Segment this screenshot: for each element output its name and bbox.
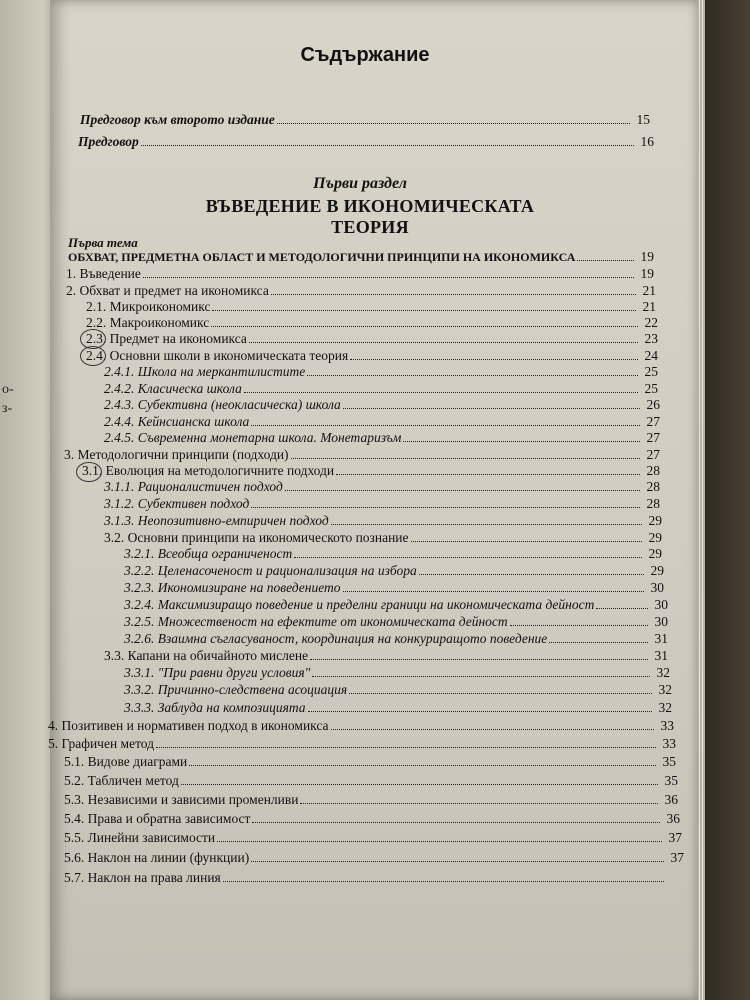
toc-label: 5.3. Независими и зависими променливи (64, 792, 299, 807)
toc-page: 23 (644, 331, 658, 346)
leader-dots (577, 260, 634, 261)
toc-label: 1. Въведение (66, 266, 141, 281)
toc-row (80, 112, 650, 130)
toc-page: 21 (642, 299, 656, 314)
leader-dots (596, 608, 648, 609)
toc-page: 25 (644, 381, 658, 396)
toc-label: 2.2. Макроикономикс (86, 315, 210, 330)
leader-dots (211, 326, 638, 327)
toc-row (124, 700, 672, 718)
toc-page: 31 (654, 648, 668, 663)
toc-row (104, 496, 660, 514)
toc-page: 30 (654, 597, 668, 612)
toc-label: 5.6. Наклон на линии (функции) (64, 850, 250, 865)
toc-label: 3.3. Капани на обичайното мислене (104, 648, 309, 663)
toc-row (64, 830, 682, 848)
toc-label: 2.4.4. Кейнсианска школа (104, 414, 250, 429)
toc-row (124, 614, 668, 632)
leader-dots (349, 693, 652, 694)
toc-row (64, 870, 684, 888)
toc-page: 19 (640, 249, 654, 264)
toc-page: 21 (642, 283, 656, 298)
theme-label: Първа тема (68, 235, 138, 250)
toc-page: 33 (662, 736, 676, 751)
leader-dots (223, 881, 664, 882)
toc-page: 28 (646, 479, 660, 494)
leader-dots (249, 342, 638, 343)
toc-row (104, 430, 660, 448)
toc-page: 19 (640, 266, 654, 281)
leader-dots (510, 625, 648, 626)
leader-dots (251, 507, 640, 508)
leader-dots (294, 557, 642, 558)
leader-dots (251, 861, 664, 862)
toc-label: 2.4.3. Субективна (неокласическа) школа (104, 397, 341, 412)
page-title: Съдържание (300, 44, 430, 66)
toc-label: 3.2.2. Целенасоченост и рационализация на избора (124, 563, 417, 578)
leader-dots (244, 392, 638, 393)
toc-label: 2.4.5. Съвременна монетарна школа. Монетаризъм (104, 430, 402, 445)
leader-dots (350, 359, 638, 360)
leader-dots (343, 408, 640, 409)
toc-label: 3.1.3. Неопозитивно-емпиричен подход (104, 513, 329, 528)
toc-label: 3.1. Еволюция на методологичните подходи (82, 463, 335, 478)
toc-page: 26 (646, 397, 660, 412)
prev-page-fragment: з- (2, 401, 13, 416)
leader-dots (156, 747, 656, 748)
toc-page: 29 (648, 513, 662, 528)
toc-label: 5.2. Табличен метод (64, 773, 179, 788)
toc-label: 5.5. Линейни зависимости (64, 830, 216, 845)
leader-dots (336, 474, 640, 475)
toc-page: 36 (666, 811, 680, 826)
toc-label: 3.2.5. Множественост на ефектите от икономическата дейност (124, 614, 508, 629)
toc-page: 32 (658, 700, 672, 715)
toc-page: 37 (668, 830, 682, 845)
toc-label: 3. Методологични принципи (подходи) (64, 447, 289, 462)
toc-row (86, 331, 658, 349)
section-title: ВЪВЕДЕНИЕ В ИКОНОМИЧЕСКАТА ТЕОРИЯ (205, 196, 535, 237)
leader-dots (310, 659, 648, 660)
leader-dots (212, 310, 636, 311)
toc-page: 32 (658, 682, 672, 697)
leader-dots (141, 145, 634, 146)
toc-row (48, 718, 674, 736)
toc-label: 2.4.1. Школа на меркантилистите (104, 364, 306, 379)
toc-label: 3.2.1. Всеобща ограниченост (124, 546, 293, 561)
toc-label: 2.3. Предмет на икономикса (86, 331, 247, 346)
toc-row (64, 773, 678, 791)
leader-dots (343, 591, 644, 592)
toc-page: 28 (646, 496, 660, 511)
toc-label: 2.1. Микроикономикс (86, 299, 211, 314)
toc-page: 30 (650, 580, 664, 595)
toc-page: 25 (644, 364, 658, 379)
toc-page: 33 (660, 718, 674, 733)
toc-row (48, 736, 676, 754)
leader-dots (411, 541, 642, 542)
toc-row (64, 792, 678, 810)
toc-page: 27 (646, 414, 660, 429)
toc-page: 24 (644, 348, 658, 363)
pen-circle-mark (76, 462, 102, 482)
toc-label: 3.2.3. Икономизиране на поведението (124, 580, 341, 595)
toc-label: 3.2.4. Максимизиращо поведение и пределни граници на икономическата дейност (124, 597, 595, 612)
toc-label: 5.4. Права и обратна зависимост (64, 811, 251, 826)
leader-dots (285, 490, 640, 491)
toc-page: 27 (646, 430, 660, 445)
toc-label: 2.4.2. Класическа школа (104, 381, 242, 396)
toc-label: 2. Обхват и предмет на икономикса (66, 283, 269, 298)
toc-label: 3.2.6. Взаимна съгласуваност, координация на конкуриращото поведение (124, 631, 548, 646)
toc-row (64, 754, 676, 772)
leader-dots (331, 524, 642, 525)
leader-dots (277, 123, 630, 124)
prev-page-fragment: о- (2, 382, 14, 397)
toc-label: 3.2. Основни принципи на икономическото познание (104, 530, 409, 545)
toc-label: 4. Позитивен и нормативен подход в икономикса (48, 718, 329, 733)
toc-row (64, 811, 680, 829)
toc-label: 5.7. Наклон на права линия (64, 870, 221, 885)
leader-dots (181, 784, 658, 785)
toc-row (78, 134, 654, 152)
toc-label: 3.3.3. Заблуда на композицията (124, 700, 306, 715)
toc-label: Предговор (78, 134, 139, 149)
leader-dots (271, 294, 636, 295)
toc-label: 5.1. Видове диаграми (64, 754, 188, 769)
toc-label: 5. Графичен метод (48, 736, 155, 751)
leader-dots (291, 458, 640, 459)
leader-dots (252, 822, 660, 823)
leader-dots (217, 841, 662, 842)
toc-page: 35 (662, 754, 676, 769)
leader-dots (419, 574, 644, 575)
leader-dots (189, 765, 656, 766)
toc-page: 36 (664, 792, 678, 807)
leader-dots (143, 277, 634, 278)
leader-dots (549, 642, 648, 643)
toc-row (124, 597, 668, 615)
toc-row (124, 665, 670, 683)
leader-dots (300, 803, 658, 804)
toc-row (104, 648, 668, 666)
toc-label: Предговор към второто издание (80, 112, 275, 127)
toc-row (124, 682, 672, 700)
theme-title-row (68, 249, 654, 267)
toc-row (124, 580, 664, 598)
toc-row (104, 364, 658, 382)
toc-label: 3.1.1. Рационалистичен подход (104, 479, 283, 494)
leader-dots (307, 375, 638, 376)
toc-label: 2.4. Основни школи в икономическата теория (86, 348, 349, 363)
pen-circle-mark (80, 346, 106, 366)
toc-page: 35 (664, 773, 678, 788)
leader-dots (251, 425, 640, 426)
toc-label: 3.3.1. "При равни други условия" (124, 665, 311, 680)
toc-row (124, 546, 662, 564)
toc-page: 22 (644, 315, 658, 330)
toc-row (104, 513, 662, 531)
toc-page: 30 (654, 614, 668, 629)
toc-row (124, 631, 668, 649)
toc-page: 27 (646, 447, 660, 462)
toc-page: 28 (646, 463, 660, 478)
toc-row (64, 850, 684, 868)
toc-row (124, 563, 664, 581)
toc-page: 29 (648, 530, 662, 545)
toc-row (104, 479, 660, 497)
section-label: Първи раздел (313, 175, 407, 192)
toc-row (104, 397, 660, 415)
toc-page: 37 (670, 850, 684, 865)
leader-dots (312, 676, 650, 677)
leader-dots (308, 711, 652, 712)
toc-page: 32 (656, 665, 670, 680)
toc-page: 31 (654, 631, 668, 646)
toc-label: 3.1.2. Субективен подход (104, 496, 250, 511)
toc-label: 3.3.2. Причинно-следствена асоциация (124, 682, 348, 697)
theme-title: ОБХВАТ, ПРЕДМЕТНА ОБЛАСТ И МЕТОДОЛОГИЧНИ ПРИНЦИПИ НА ИКОНОМИКСА (68, 250, 576, 264)
toc-page: 16 (640, 134, 654, 149)
toc-row (66, 266, 654, 284)
toc-page: 29 (648, 546, 662, 561)
leader-dots (331, 729, 654, 730)
toc-page: 15 (636, 112, 650, 127)
toc-page: 29 (650, 563, 664, 578)
leader-dots (403, 441, 640, 442)
